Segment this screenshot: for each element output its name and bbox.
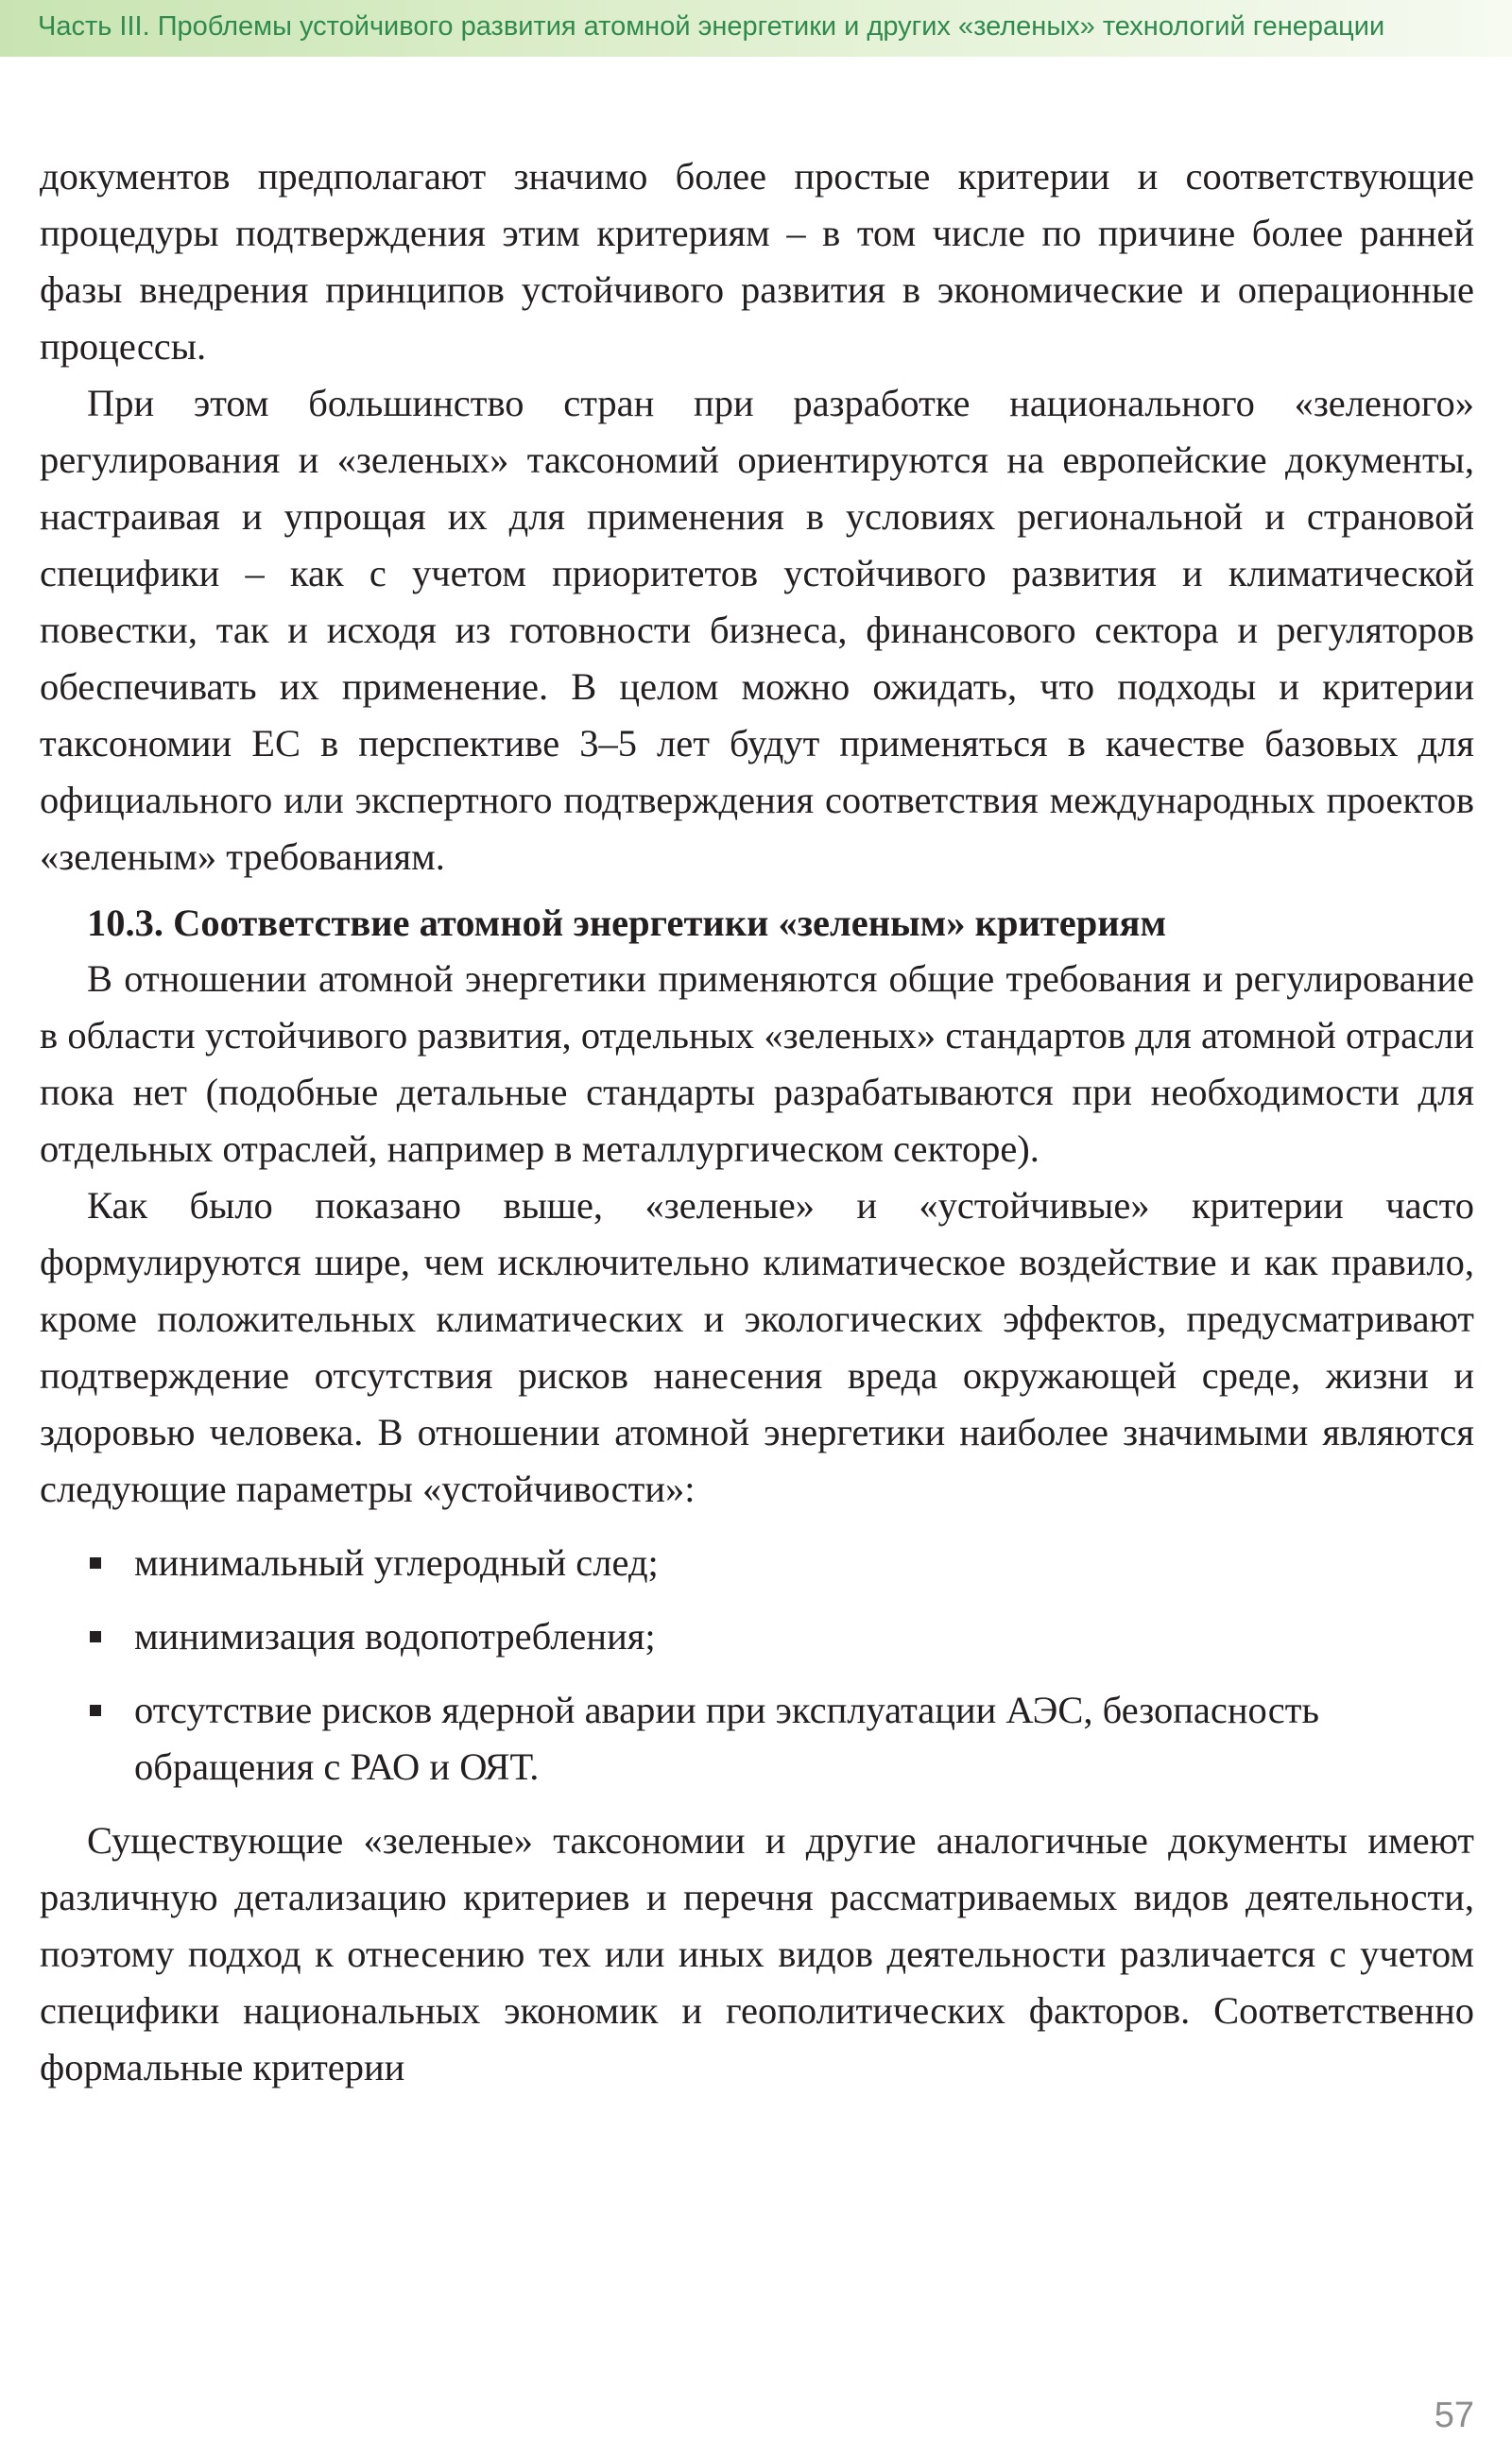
page-body	[40, 148, 1474, 2096]
body-paragraph-4: Как было показано выше, «зеленые» и «устойчивые» критерии часто формулируются шире, чем исключительно климатическое воздействие и как правило, кроме положительных климатических и экологических эффектов, предусматривают подтверждение отсутствия рисков нанесения вреда окружающей среде, жизни и здоровью человека. В отношении атомной энергетики наиболее значимыми являются следующие параметры «устойчивости»:	[40, 1184, 1474, 1510]
square-bullet-icon	[90, 1557, 101, 1569]
square-bullet-icon	[90, 1705, 101, 1716]
sustainability-parameters-list	[40, 1535, 1474, 1796]
list-item	[40, 1535, 1474, 1591]
square-bullet-icon	[90, 1631, 101, 1642]
section-heading: 10.3. Соответствие атомной энергетики «зеленым» критериям	[87, 902, 1167, 944]
page-number: 57	[1434, 2396, 1474, 2435]
running-header-title: Часть III. Проблемы устойчивого развития атомной энергетики и других «зеленых» технологий генерации	[38, 11, 1385, 42]
list-item-text: минимизация водопотребления;	[134, 1615, 656, 1658]
body-paragraph-3: В отношении атомной энергетики применяются общие требования и регулирование в области устойчивого развития, отдельных «зеленых» стандартов для атомной отрасли пока нет (подобные детальные стандарты разрабатываются при необходимости для отдельных отраслей, например в металлургическом секторе).	[40, 957, 1474, 1170]
running-header-band	[0, 0, 1512, 57]
list-item	[40, 1608, 1474, 1665]
list-item-text: отсутствие рисков ядерной аварии при эксплуатации АЭС, безопасность обращения с РАО и ОЯТ.	[134, 1689, 1319, 1788]
body-paragraph-2: При этом большинство стран при разработке национального «зеленого» регулирования и «зеленых» таксономий ориентируются на европейские документы, настраивая и упрощая их для применения в условиях региональной и страновой специфики – как с учетом приоритетов устойчивого развития и климатической повестки, так и исходя из готовности бизнеса, финансового сектора и регуляторов обеспечивать их применение. В целом можно ожидать, что подходы и критерии таксономии ЕС в перспективе 3–5 лет будут применяться в качестве базовых для официального или экспертного подтверждения соответствия международных проектов «зеленым» требованиям.	[40, 382, 1474, 878]
body-paragraph-5: Существующие «зеленые» таксономии и другие аналогичные документы имеют различную детализацию критериев и перечня рассматриваемых видов деятельности, поэтому подход к отнесению тех или иных видов деятельности различается с учетом специфики национальных экономик и геополитических факторов. Соответственно формальные критерии	[40, 1819, 1474, 2088]
list-item	[40, 1682, 1474, 1796]
body-paragraph-1: документов предполагают значимо более простые критерии и соответствующие процедуры подтверждения этим критериям – в том числе по причине более ранней фазы внедрения принципов устойчивого развития в экономические и операционные процессы.	[40, 155, 1474, 368]
list-item-text: минимальный углеродный след;	[134, 1541, 659, 1584]
